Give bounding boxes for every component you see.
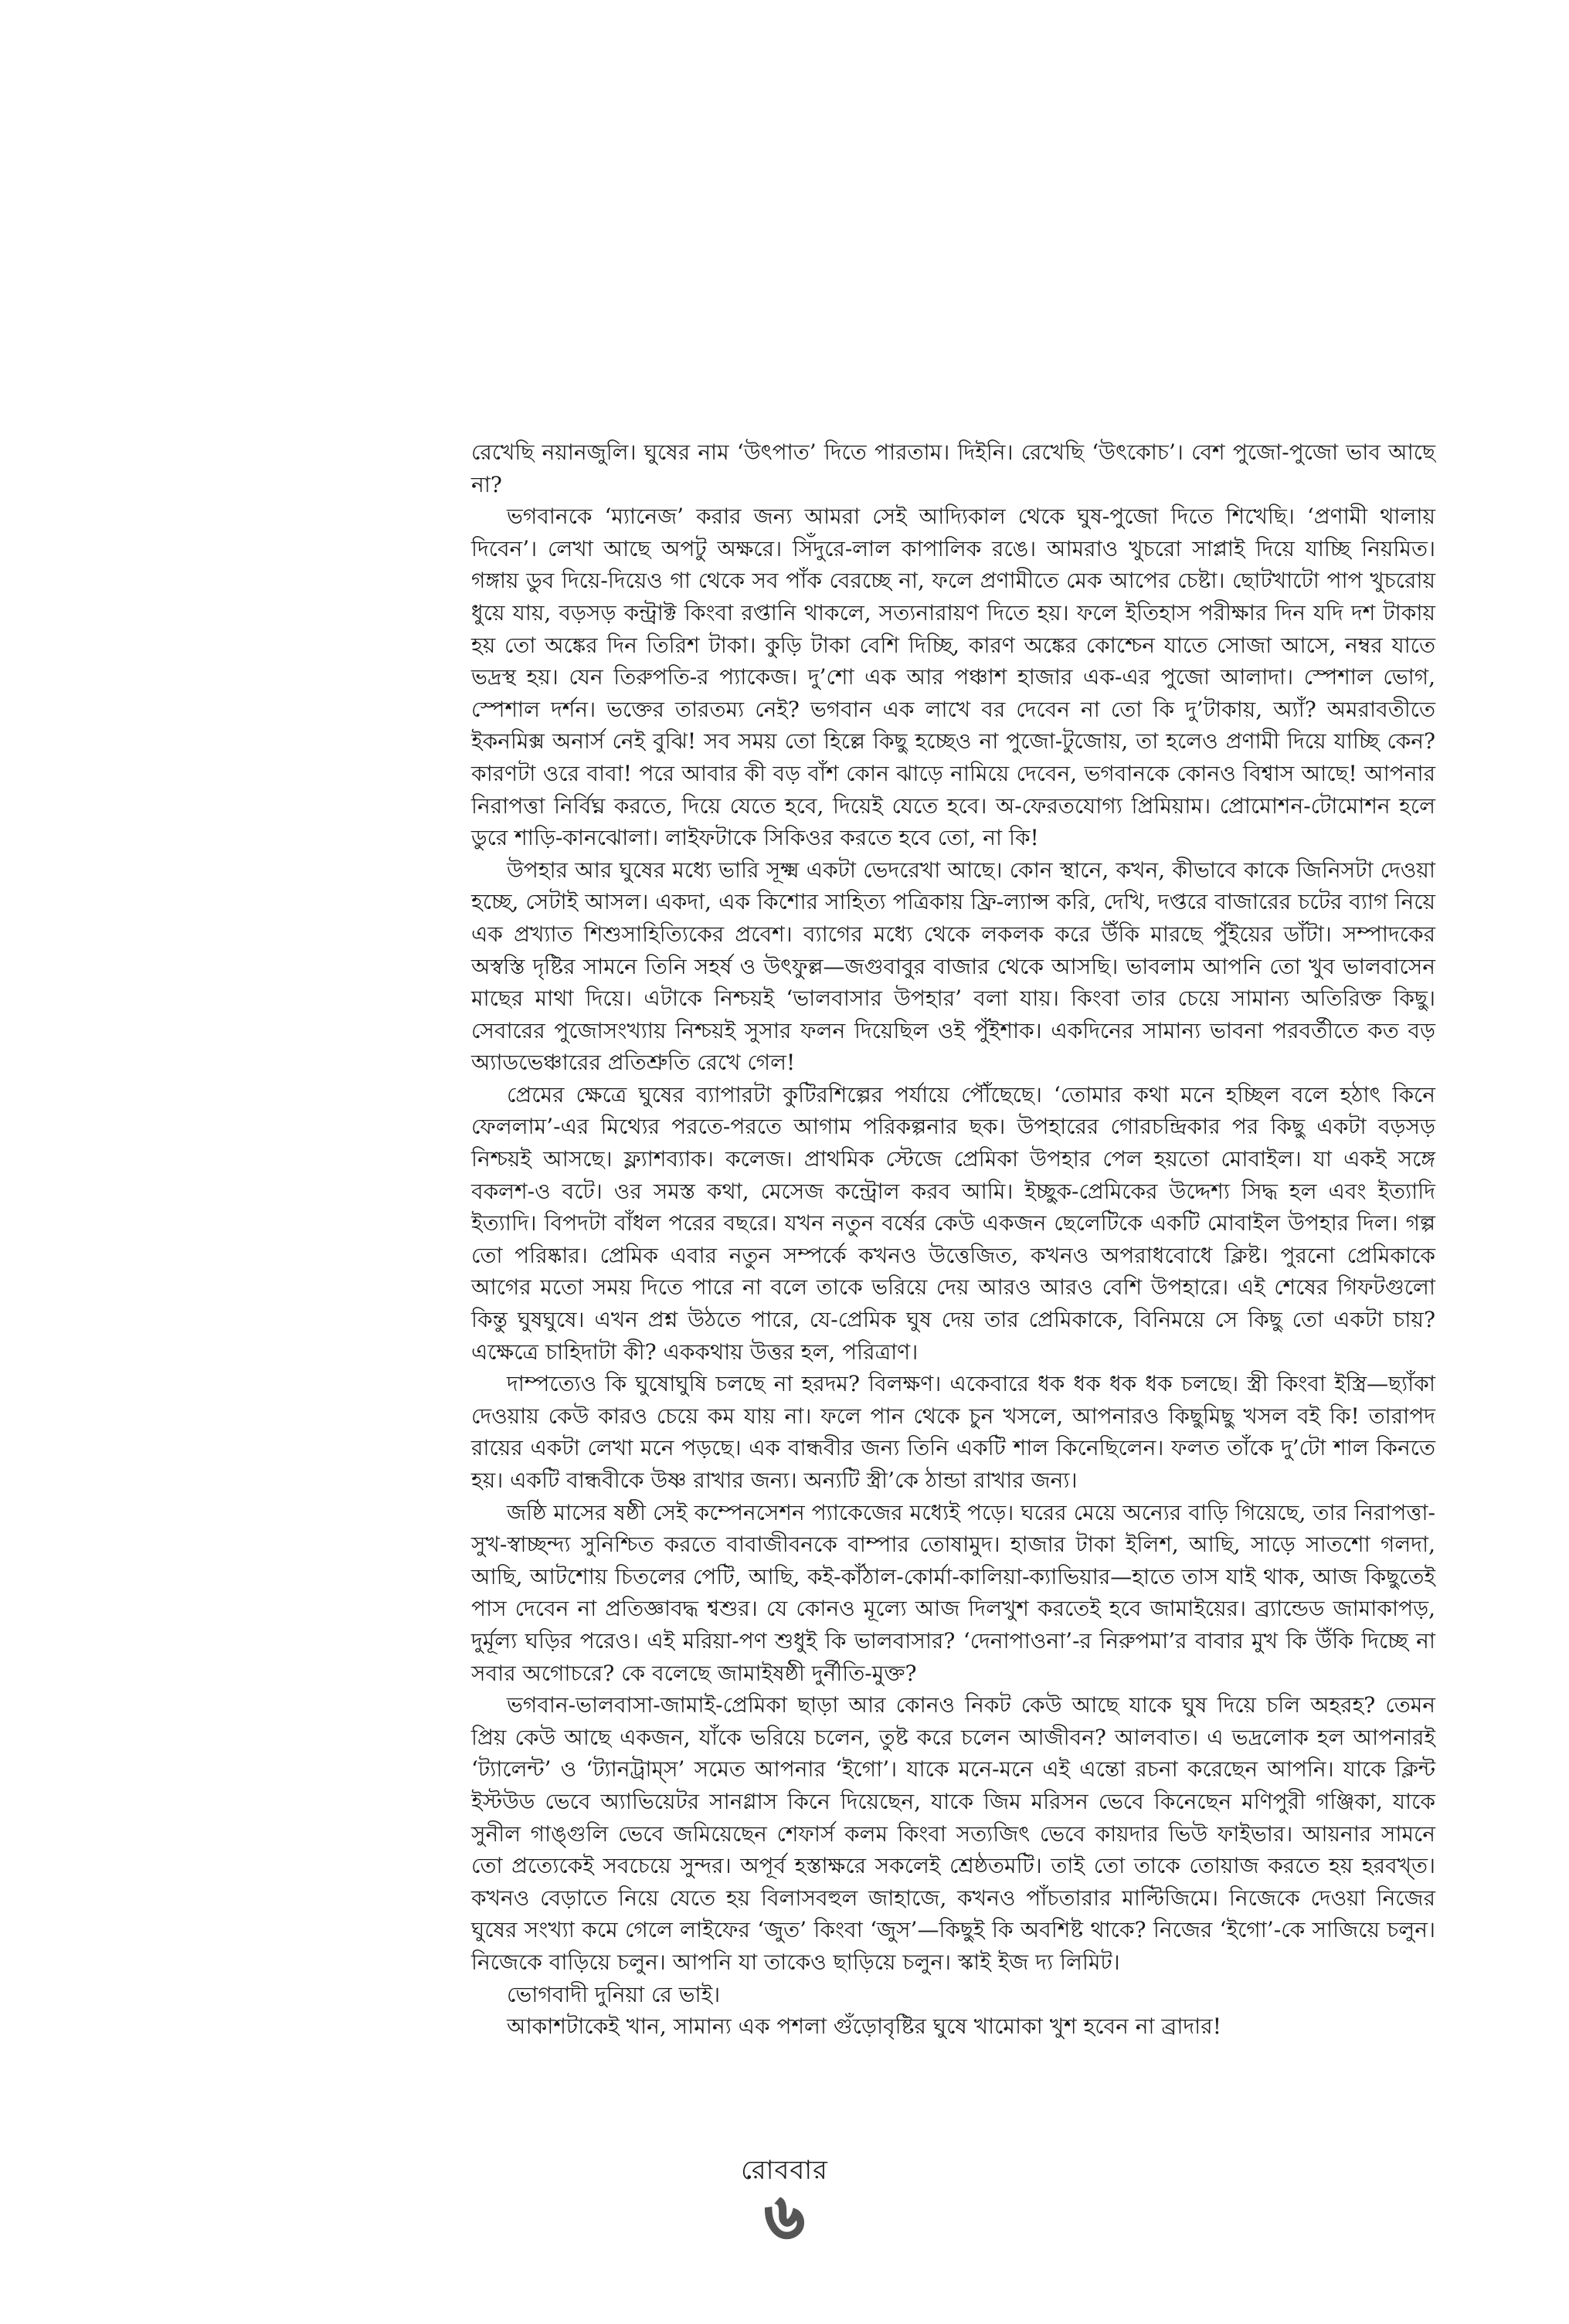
paragraph-8: ভোগবাদী দুনিয়া রে ভাই। [507,1981,721,2007]
paragraph-6: জষ্ঠি মাসের ষষ্ঠী সেই কম্পেনসেশন প্যাকেজের মধ্যেই পড়ে। ঘরের মেয়ে অন্যের বাড়ি গিয়েছে, তার নিরাপত্তা-সুখ-স্বাচ্ছন্দ্য সুনিশ্চিত করতে বাবাজীবনকে বাম্পার তোষামুদ। হাজার টাকা ইলিশ, আছি, সাড়ে সাতশো গলদা, আছি, আটশোয় চিতলের পেটি, আছি, কই-কাঁঠাল-কোর্মা-কালিয়া-ক্যাভিয়ার—হাতে তাস যাই থাক, আজ কিছুতেই পাস দেবেন না প্রতিজ্ঞাবদ্ধ শ্বশুর। যে কোনও মূল্যে আজ দিলখুশ করতেই হবে জামাইয়ের। ব্র্যান্ডেড জামাকাপড়, দুর্মূল্য ঘড়ির পরেও। এই মরিয়া-পণ শুধুই কি ভালবাসার? ‘দেনাপাওনা’-র নিরুপমা’র বাবার মুখ কি উঁকি দিচ্ছে না সবার অগোচরে? কে বলেছে জামাইষষ্ঠী দুর্নীতি-মুক্ত? [471,1499,1435,1686]
paragraph-2: ভগবানকে ‘ম্যানেজ’ করার জন্য আমরা সেই আদ্যিকাল থেকে ঘুষ-পুজো দিতে শিখেছি। ‘প্রণামী থালায় দিবেন’। লেখা আছে অপটু অক্ষরে। সিঁদুরে-লাল কাপালিক রঙে। আমরাও খুচরো সাপ্লাই দিয়ে যাচ্ছি নিয়মিত। গঙ্গায় ডুব দিয়ে-দিয়েও গা থেকে সব পাঁক বেরচ্ছে না, ফলে প্রণামীতে মেক আপের চেষ্টা। ছোটখাটো পাপ খুচরোয় ধুয়ে যায়, বড়সড় কন্ট্রাক্ট কিংবা রপ্তানি থাকলে, সত্যনারায়ণ দিতে হয়। ফলে ইতিহাস পরীক্ষার দিন যদি দশ টাকায় হয় তো অঙ্কের দিন তিরিশ টাকা। কুড়ি টাকা বেশি দিচ্ছি, কারণ অঙ্কের কোশ্চেন যাতে সোজা আসে, নম্বর যাতে ভদ্রস্থ হয়। যেন তিরুপতি-র প্যাকেজ। দু’শো এক আর পঞ্চাশ হাজার এক-এর পুজো আলাদা। স্পেশাল ভোগ, স্পেশাল দর্শন। ভক্তের তারতম্য নেই? ভগবান এক লাখে বর দেবেন না তো কি দু’টাকায়, অ্যাঁ? অমরাবতীতে ইকনমিক্স অনার্স নেই বুঝি! সব সময় তো হিল্লে কিছু হচ্ছেও না পুজো-টুজোয়, তা হলেও প্রণামী দিয়ে যাচ্ছি কেন? কারণটা ওরে বাবা! পরে আবার কী বড় বাঁশ কোন ঝাড়ে নামিয়ে দেবেন, ভগবানকে কোনও বিশ্বাস আছে! আপনার নিরাপত্তা নির্বিঘ্ন করতে, দিয়ে যেতে হবে, দিয়েই যেতে হবে। অ-ফেরতযোগ্য প্রিমিয়াম। প্রোমোশন-টোমোশন হলে ডুরে শাড়ি-কানঝোলা। লাইফটাকে সিকিওর করতে হবে তো, না কি! [471,504,1435,851]
paragraph-5: দাম্পত্যেও কি ঘুষোঘুষি চলছে না হরদম? বিলক্ষণ। একেবারে ধক ধক ধক ধক চলছে। স্ত্রী কিংবা ইস্ত্রি—ছ্যাঁকা দেওয়ায় কেউ কারও চেয়ে কম যায় না। ফলে পান থেকে চুন খসলে, আপনারও কিছুমিছু খসল বই কি! তারাপদ রায়ের একটা লেখা মনে পড়ছে। এক বান্ধবীর জন্য তিনি একটি শাল কিনেছিলেন। ফলত তাঁকে দু’টো শাল কিনতে হয়। একটি বান্ধবীকে উষ্ণ রাখার জন্য। অন্যটি স্ত্রী’কে ঠান্ডা রাখার জন্য। [471,1371,1435,1493]
paragraph-3: উপহার আর ঘুষের মধ্যে ভারি সূক্ষ্ম একটা ভেদরেখা আছে। কোন স্থানে, কখন, কীভাবে কাকে জিনিসটা দেওয়া হচ্ছে, সেটাই আসল। একদা, এক কিশোর সাহিত্য পত্রিকায় ফ্রি-ল্যান্স করি, দেখি, দপ্তরে বাজারের চটের ব্যাগ নিয়ে এক প্রখ্যাত শিশুসাহিত্যিকের প্রবেশ। ব্যাগের মধ্যে থেকে লকলক করে উঁকি মারছে পুঁইয়ের ডাঁটা। সম্পাদকের অস্বস্তি দৃষ্টির সামনে তিনি সহর্ষ ও উৎফুল্ল—জগুবাবুর বাজার থেকে আসছি। ভাবলাম আপনি তো খুব ভালবাসেন মাছের মাথা দিয়ে। এটাকে নিশ্চয়ই ‘ভালবাসার উপহার’ বলা যায়। কিংবা তার চেয়ে সামান্য অতিরিক্ত কিছু। সেবারের পুজোসংখ্যায় নিশ্চয়ই সুসার ফলন দিয়েছিল ওই পুঁইশাক। একদিনের সামান্য ভাবনা পরবর্তীতে কত বড় অ্যাডভেঞ্চারের প্রতিশ্রুতি রেখে গেল! [471,857,1435,1076]
page-footer [0,2155,1569,2252]
paragraph-4: প্রেমের ক্ষেত্রে ঘুষের ব্যাপারটা কুটিরশিল্পের পর্যায়ে পৌঁছেছে। ‘তোমার কথা মনে হচ্ছিল বলে হঠাৎ কিনে ফেললাম’-এর মিথ্যের পরতে-পরতে আগাম পরিকল্পনার ছক। উপহারের গোরচন্দ্রিকার পর কিছু একটা বড়সড় নিশ্চয়ই আসছে। ফ্ল্যাশব্যাক। কলেজ। প্রাথমিক স্টেজে প্রেমিকা উপহার পেল হয়তো মোবাইল। যা একই সঙ্গে বকলশ-ও বটে। ওর সমস্ত কথা, মেসেজ কন্ট্রোল করব আমি। ইচ্ছুক-প্রেমিকের উদ্দেশ্য সিদ্ধ হল এবং ইত্যাদি ইত্যাদি। বিপদটা বাঁধল পরের বছরে। যখন নতুন বর্ষের কেউ একজন ছেলেটিকে একটি মোবাইল উপহার দিল। গল্প তো পরিষ্কার। প্রেমিক এবার নতুন সম্পর্কে কখনও উত্তেজিত, কখনও অপরাধবোধে ক্লিষ্ট। পুরনো প্রেমিকাকে আগের মতো সময় দিতে পারে না বলে তাকে ভরিয়ে দেয় আরও আরও বেশি উপহারে। এই শেষের গিফটগুলো কিন্তু ঘুষঘুষে। এখন প্রশ্ন উঠতে পারে, যে-প্রেমিক ঘুষ দেয় তার প্রেমিকাকে, বিনিময়ে সে কিছু তো একটা চায়? এক্ষেত্রে চাহিদাটা কী? এককথায় উত্তর হল, পরিত্রাণ। [471,1081,1435,1365]
page-number: ৬ [765,2183,804,2252]
magazine-name: রোববার [741,2155,828,2186]
paragraph-7: ভগবান-ভালবাসা-জামাই-প্রেমিকা ছাড়া আর কোনও নিকট কেউ আছে যাকে ঘুষ দিয়ে চলি অহরহ? তেমন প্রিয় কেউ আছে একজন, যাঁকে ভরিয়ে চলেন, তুষ্ট করে চলেন আজীবন? আলবাত। এ ভদ্রলোক হল আপনারই ‘ট্যালেন্ট’ ও ‘ট্যানট্রাম্‌স’ সমেত আপনার ‘ইগো’। যাকে মনে-মনে এই এন্তো রচনা করেছেন আপনি। যাকে ক্লিন্ট ইস্টউড ভেবে অ্যাভিয়েটর সানগ্লাস কিনে দিয়েছেন, যাকে জিম মরিসন ভেবে কিনেছেন মণিপুরী গঞ্জিকা, যাকে সুনীল গাঙ্গুলি ভেবে জমিয়েছেন শেফার্স কলম কিংবা সত্যজিৎ ভেবে কায়দার ভিউ ফাইভার। আয়নার সামনে তো প্রত্যেকেই সবচেয়ে সুন্দর। অপূর্ব হস্তাক্ষরে সকলেই শ্রেষ্ঠতমটি। তাই তো তাকে তোয়াজ করতে হয় হরবখ্‌ত। কখনও বেড়াতে নিয়ে যেতে হয় বিলাসবহুল জাহাজে, কখনও পাঁচতারার মাল্টিজিমে। নিজেকে দেওয়া নিজের ঘুষের সংখ্যা কমে গেলে লাইফের ‘জুত’ কিংবা ‘জুস’—কিছুই কি অবশিষ্ট থাকে? নিজের ‘ইগো’-কে সাজিয়ে চলুন। নিজেকে বাড়িয়ে চলুন। আপনি যা তাকেও ছাড়িয়ে চলুন। স্কাই ইজ দ্য লিমিট। [471,1692,1435,1975]
article-body [471,436,1435,2043]
paragraph-1: রেখেছি নয়ানজুলি। ঘুষের নাম ‘উৎপাত’ দিতে পারতাম। দিইনি। রেখেছি ‘উৎকোচ’। বেশ পুজো-পুজো ভাব আছে না? [471,439,1435,497]
paragraph-9: আকাশটাকেই খান, সামান্য এক পশলা গুঁড়োবৃষ্টির ঘুষে খামোকা খুশ হবেন না ব্রাদার! [507,2014,1221,2040]
